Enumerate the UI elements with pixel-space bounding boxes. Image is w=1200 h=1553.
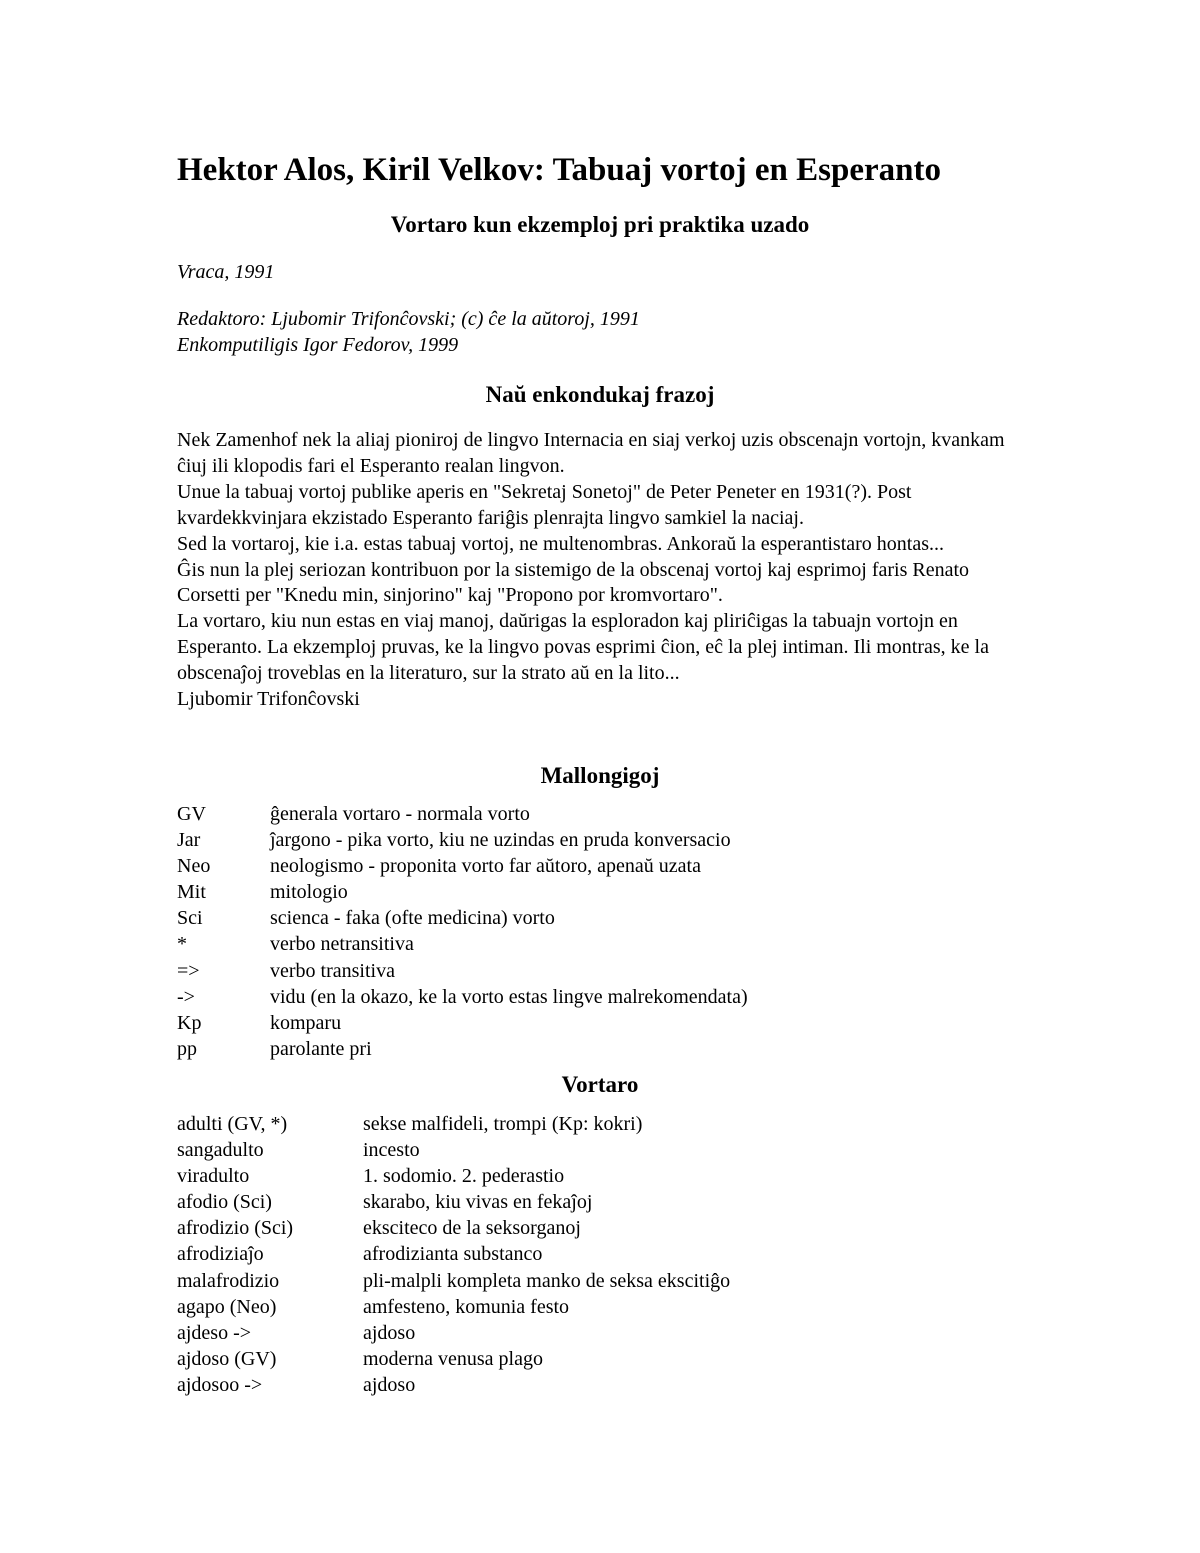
entry-term: afodio (Sci) <box>177 1191 272 1214</box>
entry-definition: sekse malfideli, trompi (Kp: kokri) <box>363 1113 643 1135</box>
entry-term: malafrodizio <box>177 1269 280 1292</box>
abbreviation-definition: ĵargono - pika vorto, kiu ne uzindas en pruda konversacio <box>270 829 731 852</box>
dictionary-entry <box>177 1111 730 1137</box>
entry-term: agapo (Neo) <box>177 1295 277 1318</box>
intro-heading: Naŭ enkondukaj frazoj <box>485 382 715 407</box>
intro-paragraph: Unue la tabuaj vortoj publike aperis en "Sekretaj Sonetoj" de Peter Peneter en 1931(?). Post kvardekkvinjara ekzistado Esperanto fariĝis plenrajta lingvo samkiel la naciaj. <box>177 480 912 529</box>
abbreviation-term: -> <box>177 985 195 1008</box>
dictionary-entry <box>177 1241 730 1267</box>
dictionary-entry <box>177 1268 730 1294</box>
abbreviation-row <box>177 905 748 931</box>
editor-line: Redaktoro: Ljubomir Trifonĉovski; (c) ĉe la aŭtoroj, 1991 <box>177 308 640 330</box>
entry-definition: 1. sodomio. 2. pederastio <box>363 1165 565 1188</box>
abbreviations-heading: Mallongigoj <box>540 763 660 788</box>
entry-definition: moderna venusa plago <box>363 1347 543 1370</box>
abbreviation-row <box>177 801 748 827</box>
abbreviation-row <box>177 958 748 984</box>
abbreviation-definition: komparu <box>270 1011 342 1034</box>
abbreviation-term: Sci <box>177 907 203 930</box>
abbreviation-definition: verbo transitiva <box>270 959 395 982</box>
place-year: Vraca, 1991 <box>177 261 275 283</box>
abbreviation-definition: scienca - faka (ofte medicina) vorto <box>270 907 555 930</box>
abbreviation-row <box>177 853 748 879</box>
abbreviation-row <box>177 879 748 905</box>
dictionary-entry <box>177 1163 730 1189</box>
abbreviation-definition: vidu (en la okazo, ke la vorto estas lingve malrekomendata) <box>270 985 748 1008</box>
abbreviation-row <box>177 984 748 1010</box>
entry-term: viradulto <box>177 1165 250 1188</box>
dictionary-entry <box>177 1294 730 1320</box>
dictionary-entry <box>177 1372 730 1398</box>
abbreviation-row <box>177 931 748 957</box>
dictionary-entry <box>177 1320 730 1346</box>
dictionary-entry <box>177 1137 730 1163</box>
intro-paragraph: La vortaro, kiu nun estas en viaj manoj, daŭrigas la esploradon kaj pliriĉigas la tabuajn vortojn en Esperanto. La ekzemploj pruvas, ke la lingvo povas esprimi ĉion, eĉ la plej intiman. Ili montras, ke la obscenaĵoj troveblas en la literaturo, sur la strato aŭ en la lito... <box>177 610 989 685</box>
digitized-line: Enkomputiligis Igor Fedorov, 1999 <box>177 334 459 356</box>
abbreviation-term: GV <box>177 803 206 825</box>
abbreviation-row <box>177 827 748 853</box>
dictionary-entry <box>177 1346 730 1372</box>
dictionary-heading: Vortaro <box>561 1072 639 1097</box>
entry-definition: afrodizianta substanco <box>363 1243 543 1266</box>
abbreviation-term: * <box>177 933 187 956</box>
document-title: Hektor Alos, Kiril Velkov: Tabuaj vortoj en Esperanto <box>177 152 941 188</box>
entry-term: afrodiziaĵo <box>177 1243 264 1266</box>
entry-definition: ajdoso <box>363 1373 416 1396</box>
intro-text <box>177 428 1037 713</box>
entry-definition: eksciteco de la seksorganoj <box>363 1217 581 1240</box>
abbreviation-term: Jar <box>177 829 201 852</box>
abbreviation-term: Kp <box>177 1011 202 1034</box>
entry-definition: amfesteno, komunia festo <box>363 1295 570 1318</box>
intro-signature: Ljubomir Trifonĉovski <box>177 688 360 711</box>
abbreviation-row <box>177 1036 748 1062</box>
abbreviation-definition: mitologio <box>270 881 348 904</box>
entry-definition: incesto <box>363 1139 420 1162</box>
entry-definition: pli-malpli kompleta manko de seksa ekscitiĝo <box>363 1269 731 1292</box>
dictionary-entry <box>177 1189 730 1215</box>
entry-term: ajdosoo -> <box>177 1373 263 1396</box>
entry-term: adulti (GV, *) <box>177 1113 288 1135</box>
document-subtitle: Vortaro kun ekzemploj pri praktika uzado <box>390 212 810 237</box>
dictionary-list <box>177 1111 730 1398</box>
abbreviations-list <box>177 801 748 1062</box>
abbreviation-row <box>177 1010 748 1036</box>
entry-term: sangadulto <box>177 1139 264 1162</box>
abbreviation-definition: ĝenerala vortaro - normala vorto <box>270 803 530 825</box>
intro-paragraph: Ĝis nun la plej seriozan kontribuon por la sistemigo de la obscenaj vortoj kaj esprimoj faris Renato Corsetti per "Knedu min, sinjorino" kaj "Propono por kromvortaro". <box>177 558 970 607</box>
entry-term: ajdoso (GV) <box>177 1347 277 1370</box>
dictionary-entry <box>177 1215 730 1241</box>
intro-paragraph: Sed la vortaroj, kie i.a. estas tabuaj vortoj, ne multenombras. Ankoraŭ la esperantistaro hontas... <box>177 532 945 555</box>
entry-term: afrodizio (Sci) <box>177 1217 294 1240</box>
abbreviation-definition: parolante pri <box>270 1037 372 1060</box>
intro-paragraph: Nek Zamenhof nek la aliaj pioniroj de lingvo Internacia en siaj verkoj uzis obscenajn vortojn, kvankam ĉiuj ili klopodis fari el Esperanto realan lingvon. <box>177 429 1005 477</box>
abbreviation-definition: neologismo - proponita vorto far aŭtoro, apenaŭ uzata <box>270 855 701 878</box>
entry-term: ajdeso -> <box>177 1321 252 1344</box>
abbreviation-term: => <box>177 959 200 982</box>
entry-definition: ajdoso <box>363 1321 416 1344</box>
abbreviation-term: Neo <box>177 855 211 878</box>
entry-definition: skarabo, kiu vivas en fekaĵoj <box>363 1191 593 1214</box>
abbreviation-term: pp <box>177 1037 197 1060</box>
abbreviation-definition: verbo netransitiva <box>270 933 414 956</box>
abbreviation-term: Mit <box>177 881 206 904</box>
